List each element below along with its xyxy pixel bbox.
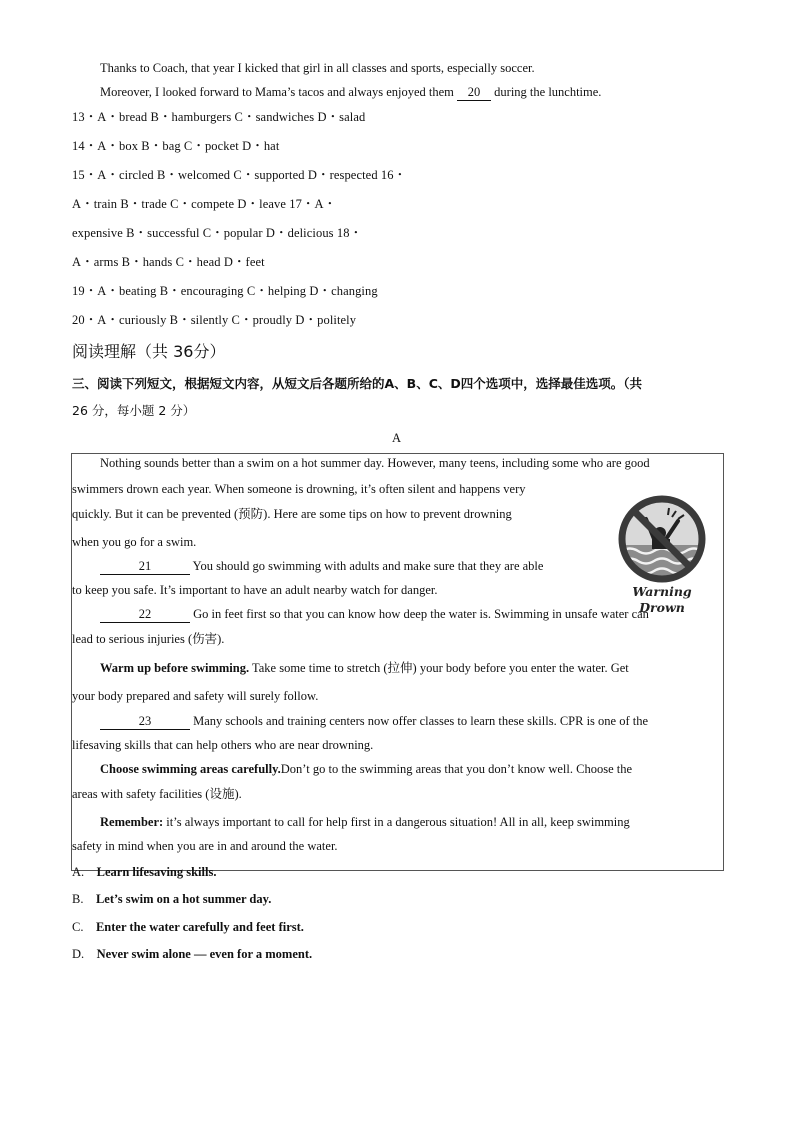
section-instruction-2: 26 分，每小题 2 分） <box>72 403 196 418</box>
section-instruction-1: 三、阅读下列短文，根据短文内容，从短文后各题所给的A、B、C、D四个选项中，选择最佳选项。（共 <box>72 376 643 391</box>
answer-option-c <box>72 919 304 935</box>
option-line: 14・A・box B・bag C・pocket D・hat <box>72 139 280 153</box>
intro-line-2 <box>100 84 601 101</box>
passage-p1-line-3: quickly. But it can be prevented (预防). Here are some tips on how to prevent drowning <box>72 507 512 521</box>
warning-drown-caption: Warning Drown <box>632 584 692 615</box>
remember-text: it’s always important to call for help first in a dangerous situation! All in all, keep swimming <box>166 815 630 829</box>
q23-text: Many schools and training centers now offer classes to learn these skills. CPR is one of the <box>193 714 649 728</box>
intro-line-1: Thanks to Coach, that year I kicked that girl in all classes and sports, especially soccer. <box>100 61 535 75</box>
passage-q23-line-2: lifesaving skills that can help others who are near drowning. <box>72 738 374 752</box>
passage-q23-line-1 <box>100 713 648 730</box>
passage-p1-line-1: Nothing sounds better than a swim on a hot summer day. However, many teens, including some who are good <box>100 456 650 470</box>
passage-choose-line-2: areas with safety facilities (设施). <box>72 787 242 801</box>
passage-q22-line-2: lead to serious injuries (伤害). <box>72 632 225 646</box>
passage-remember-line-1 <box>100 814 630 830</box>
q22-text: Go in feet first so that you can know how deep the water is. Swimming in unsafe water can <box>193 607 649 621</box>
answer-text: Let’s swim on a hot summer day. <box>95 892 272 906</box>
intro-line-2-post: during the lunchtime. <box>494 85 602 99</box>
answer-text: Never swim alone — even for a moment. <box>96 947 313 961</box>
warm-heading: Warm up before swimming. <box>100 661 250 675</box>
passage-q21-line-1 <box>100 558 543 575</box>
blank-20: 20 <box>457 84 491 101</box>
answer-text: Enter the water carefully and feet first. <box>95 920 304 934</box>
passage-label: A <box>392 431 402 445</box>
warm-text: Take some time to stretch (拉伸) your body before you enter the water. Get <box>251 661 629 675</box>
passage-warm-line-1 <box>100 660 629 676</box>
option-line: A・train B・trade C・compete D・leave 17・A・ <box>72 197 337 211</box>
answer-option-a <box>72 864 216 880</box>
intro-line-2-pre: Moreover, I looked forward to Mama’s tacos and always enjoyed them <box>100 85 454 99</box>
answer-option-b <box>72 891 271 907</box>
section-title: 阅读理解（共 36分） <box>72 342 226 361</box>
blank-22: 22 <box>100 606 190 623</box>
answer-option-d <box>72 946 312 962</box>
blank-21: 21 <box>100 558 190 575</box>
choose-heading: Choose swimming areas carefully. <box>100 762 281 776</box>
answer-letter: C. <box>72 920 84 934</box>
remember-heading: Remember: <box>100 815 164 829</box>
blank-23: 23 <box>100 713 190 730</box>
passage-choose-line-1 <box>100 761 632 777</box>
q21-text: You should go swimming with adults and make sure that they are able <box>192 559 544 573</box>
answer-text: Learn lifesaving skills. <box>96 865 217 879</box>
answer-letter: D. <box>72 947 85 961</box>
passage-q21-line-2: to keep you safe. It’s important to have an adult nearby watch for danger. <box>72 583 438 597</box>
passage-warm-line-2: your body prepared and safety will surely follow. <box>72 689 319 703</box>
option-line: 19・A・beating B・encouraging C・helping D・changing <box>72 284 378 298</box>
passage-p1-line-2: swimmers drown each year. When someone is drowning, it’s often silent and happens very <box>72 482 526 496</box>
passage-p1-line-4: when you go for a swim. <box>72 535 197 549</box>
passage-remember-line-2: safety in mind when you are in and around the water. <box>72 839 338 853</box>
option-line: 13・A・bread B・hamburgers C・sandwiches D・salad <box>72 110 366 124</box>
option-line: expensive B・successful C・popular D・delicious 18・ <box>72 226 363 240</box>
passage-q22-line-1 <box>100 606 649 623</box>
answer-letter: A. <box>72 865 85 879</box>
option-line: 15・A・circled B・welcomed C・supported D・respected 16・ <box>72 168 407 182</box>
choose-text: Don’t go to the swimming areas that you don’t know well. Choose the <box>280 762 633 776</box>
answer-letter: B. <box>72 892 84 906</box>
option-line: A・arms B・hands C・head D・feet <box>72 255 265 269</box>
option-line: 20・A・curiously B・silently C・proudly D・politely <box>72 313 357 327</box>
